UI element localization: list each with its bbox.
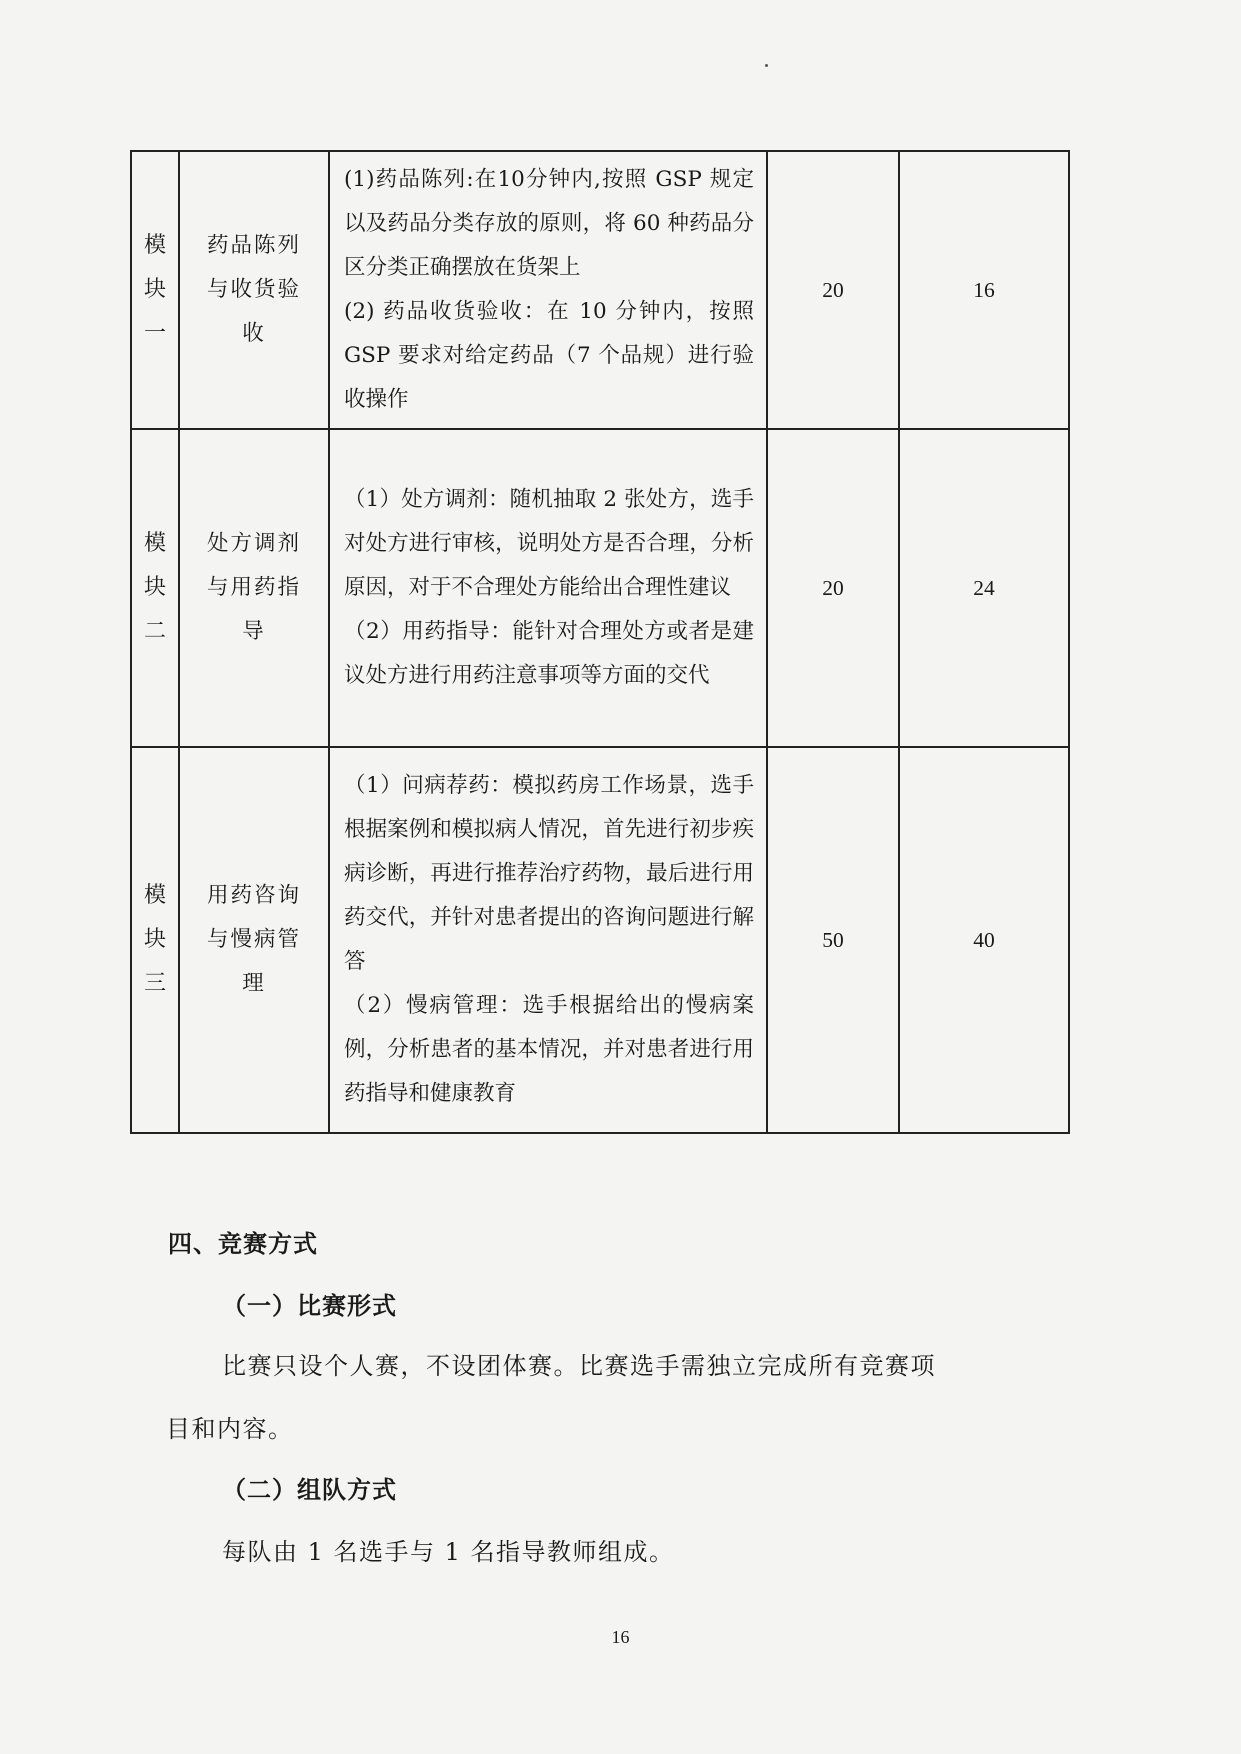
subsection-heading: （二）组队方式 — [222, 1475, 397, 1504]
module-name-cell — [179, 151, 329, 429]
competition-module-table — [130, 150, 1070, 1134]
paragraph-line: 比赛只设个人赛，不设团体赛。比赛选手需独立完成所有竞赛项 — [222, 1352, 936, 1380]
content-item: (1)药品陈列:在10分钟内,按照 GSP 规定以及药品分类存放的原则，将 60 种药品分区分类正确摆放在货架上 — [344, 167, 754, 280]
module-label: 模块二 — [143, 531, 166, 644]
module-label: 模块一 — [143, 233, 166, 346]
value-cell: 40 — [899, 747, 1069, 1133]
section-heading: 四、竞赛方式 — [168, 1229, 318, 1258]
page-number: 16 — [611, 1627, 630, 1647]
paragraph-line: 目和内容。 — [166, 1415, 294, 1443]
module-name: 用药咨询与慢病管理 — [206, 883, 301, 996]
content-item: （2）用药指导：能针对合理处方或者是建议处方进行用药注意事项等方面的交代 — [344, 619, 754, 688]
module-content-cell — [329, 151, 767, 429]
content-item: （1）问病荐药：模拟药房工作场景，选手根据案例和模拟病人情况，首先进行初步疾病诊断，再进行推荐治疗药物，最后进行用药交代，并针对患者提出的咨询问题进行解答 — [344, 773, 754, 974]
value-cell: 16 — [899, 151, 1069, 429]
paragraph: 每队由 1 名选手与 1 名指导教师组成。 — [222, 1538, 675, 1566]
module-cell — [131, 151, 179, 429]
module-name-cell — [179, 747, 329, 1133]
module-name: 处方调剂与用药指导 — [206, 531, 301, 644]
value-cell: 20 — [767, 429, 899, 747]
content-item: （1）处方调剂：随机抽取 2 张处方，选手对处方进行审核，说明处方是否合理，分析原因，对于不合理处方能给出合理性建议 — [344, 487, 754, 600]
module-name: 药品陈列与收货验收 — [206, 233, 301, 346]
content-item: (2) 药品收货验收：在 10 分钟内，按照 GSP 要求对给定药品（7 个品规）进行验收操作 — [344, 299, 754, 412]
content-item: （2）慢病管理：选手根据给出的慢病案例，分析患者的基本情况，并对患者进行用药指导和健康教育 — [344, 993, 754, 1106]
module-cell — [131, 747, 179, 1133]
subsection-heading: （一）比赛形式 — [222, 1291, 397, 1320]
value-cell: 20 — [767, 151, 899, 429]
value-cell: 24 — [899, 429, 1069, 747]
module-content-cell — [329, 747, 767, 1133]
module-name-cell — [179, 429, 329, 747]
module-label: 模块三 — [143, 883, 166, 996]
table-row — [131, 747, 1069, 1133]
value-cell: 50 — [767, 747, 899, 1133]
table-row — [131, 151, 1069, 429]
module-cell — [131, 429, 179, 747]
scan-speck — [765, 64, 768, 67]
module-content-cell — [329, 429, 767, 747]
table-row — [131, 429, 1069, 747]
